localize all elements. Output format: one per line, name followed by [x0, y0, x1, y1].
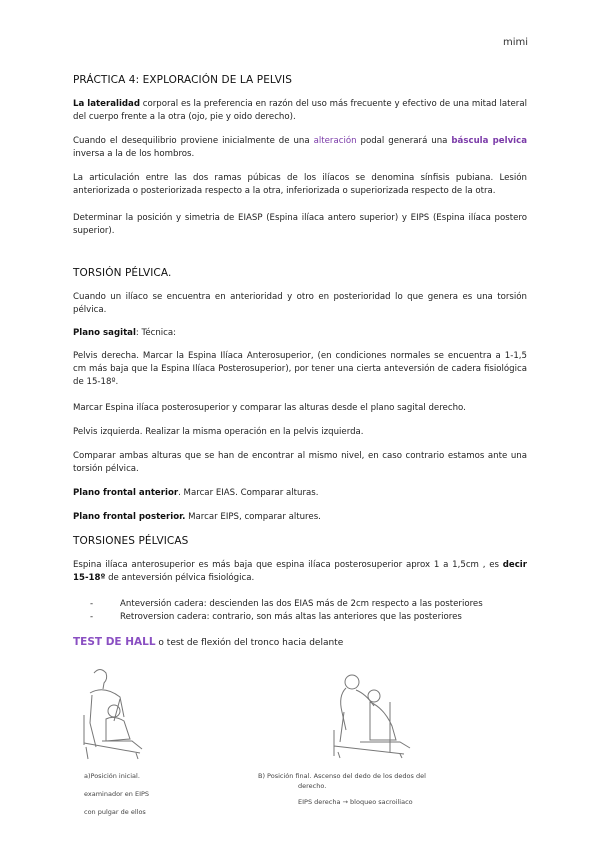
list-item — [90, 611, 483, 624]
text: de anteversión pélvica fisiológica. — [105, 573, 255, 584]
paragraph-determinar: Determinar la posición y simetria de EIASP (Espina ilíaca antero superior) y EIPS (Espina ilíaca postero superior). — [73, 213, 527, 237]
caption-a-line3: con pulgar de ellos — [84, 808, 146, 816]
text: corporal es la preferencia en razón del uso más frecuente y efectivo de una mitad lateral del cuerpo frente a la otra (ojo, pie y oido derecho). — [73, 99, 527, 123]
paragraph-desequilibrio — [73, 135, 527, 161]
list-anteversion — [90, 598, 483, 624]
text: Cuando el desequilibrio proviene inicialmente de una — [73, 136, 314, 146]
section-title-torsion: TORSIÓN PÉLVICA. — [73, 267, 172, 279]
section-title-exploracion: PRÁCTICA 4: EXPLORACIÓN DE LA PELVIS — [73, 74, 292, 86]
text: Espina ilíaca anterosuperior es más baja que espina ilíaca posterosuperior aprox 1 a 1,5cm , es — [73, 560, 503, 570]
paragraph-articulacion: La articulación entre las dos ramas púbicas de los ilíacos se denomina sínfisis pubiana. Lesión anteriorizada o posteriorizada respecto a la otra, inferiorizada o superiorizada respecto de la otra. — [73, 173, 527, 197]
caption-b-line1: B) Posición final. Ascenso del dedo de los dedos del — [258, 772, 426, 780]
paragraph-pelvis-izquierda: Pelvis izquierda. Realizar la misma operación en la pelvis izquierda. — [73, 427, 364, 437]
term-decir: decir 15-18º — [73, 560, 527, 584]
highlight-bascula: báscula pelvica — [451, 136, 528, 146]
bullet: - — [90, 599, 94, 609]
text: . Marcar EIAS. Comparar alturas. — [178, 488, 319, 498]
paragraph-lateralidad — [73, 98, 527, 124]
text: : Técnica: — [135, 328, 177, 338]
header-author: mimi — [502, 37, 528, 48]
test-hall-title: TEST DE HALL — [73, 636, 156, 648]
bullet: - — [90, 612, 94, 622]
paragraph-frontal-posterior — [73, 511, 527, 524]
text: podal generará una — [356, 136, 452, 146]
test-hall-description: o test de flexión del tronco hacia delante — [155, 638, 344, 648]
list-item-text: Retroversion cadera: contrario, son más altas las anteriores que las posteriores — [120, 612, 462, 622]
caption-a-line1: a)Posición inicial. — [84, 772, 140, 780]
paragraph-espina — [73, 559, 527, 585]
highlight-alteracion: alteración — [313, 136, 357, 146]
test-hall-line — [73, 636, 343, 648]
paragraph-frontal-anterior — [73, 487, 527, 500]
list-item — [90, 598, 483, 611]
section-title-torsiones: TORSIONES PÉLVICAS — [73, 535, 189, 547]
caption-b-line3: EIPS derecha → bloqueo sacroiliaco — [298, 798, 413, 806]
caption-b-line2: derecho. — [298, 782, 327, 790]
term-plano-sagital: Plano sagital — [73, 328, 136, 338]
figure-initial-position — [80, 665, 150, 760]
paragraph-torsion-def: Cuando un ilíaco se encuentra en anterioridad y otro en posterioridad lo que genera es una torsión pélvica. — [73, 292, 527, 316]
list-item-text: Anteversión cadera: descienden las dos EIAS más de 2cm respecto a las posteriores — [120, 599, 483, 609]
paragraph-marcar-eips: Marcar Espina ilíaca posterosuperior y comparar las alturas desde el plano sagital derecho. — [73, 403, 466, 413]
paragraph-pelvis-derecha: Pelvis derecha. Marcar la Espina Ilíaca Anterosuperior, (en condiciones normales se encuentra a 1-1,5 cm más baja que la Espina Ilíaca Posterosuperior), por tener una cierta anteversión de cadera fisiológica de 15-18º. — [73, 351, 527, 388]
figure-final-position — [330, 668, 420, 760]
paragraph-plano-sagital — [73, 327, 527, 340]
term-frontal-posterior: Plano frontal posterior. — [73, 512, 186, 522]
term-lateralidad: La lateralidad — [73, 99, 141, 109]
paragraph-comparar: Comparar ambas alturas que se han de encontrar al mismo nivel, en caso contrario estamos ante una torsión pélvica. — [73, 451, 527, 475]
text: Marcar EIPS, comparar altures. — [185, 512, 321, 522]
term-frontal-anterior: Plano frontal anterior — [73, 488, 179, 498]
text: inversa a la de los hombros. — [73, 149, 195, 160]
caption-a-line2: examinador en EIPS — [84, 790, 150, 798]
